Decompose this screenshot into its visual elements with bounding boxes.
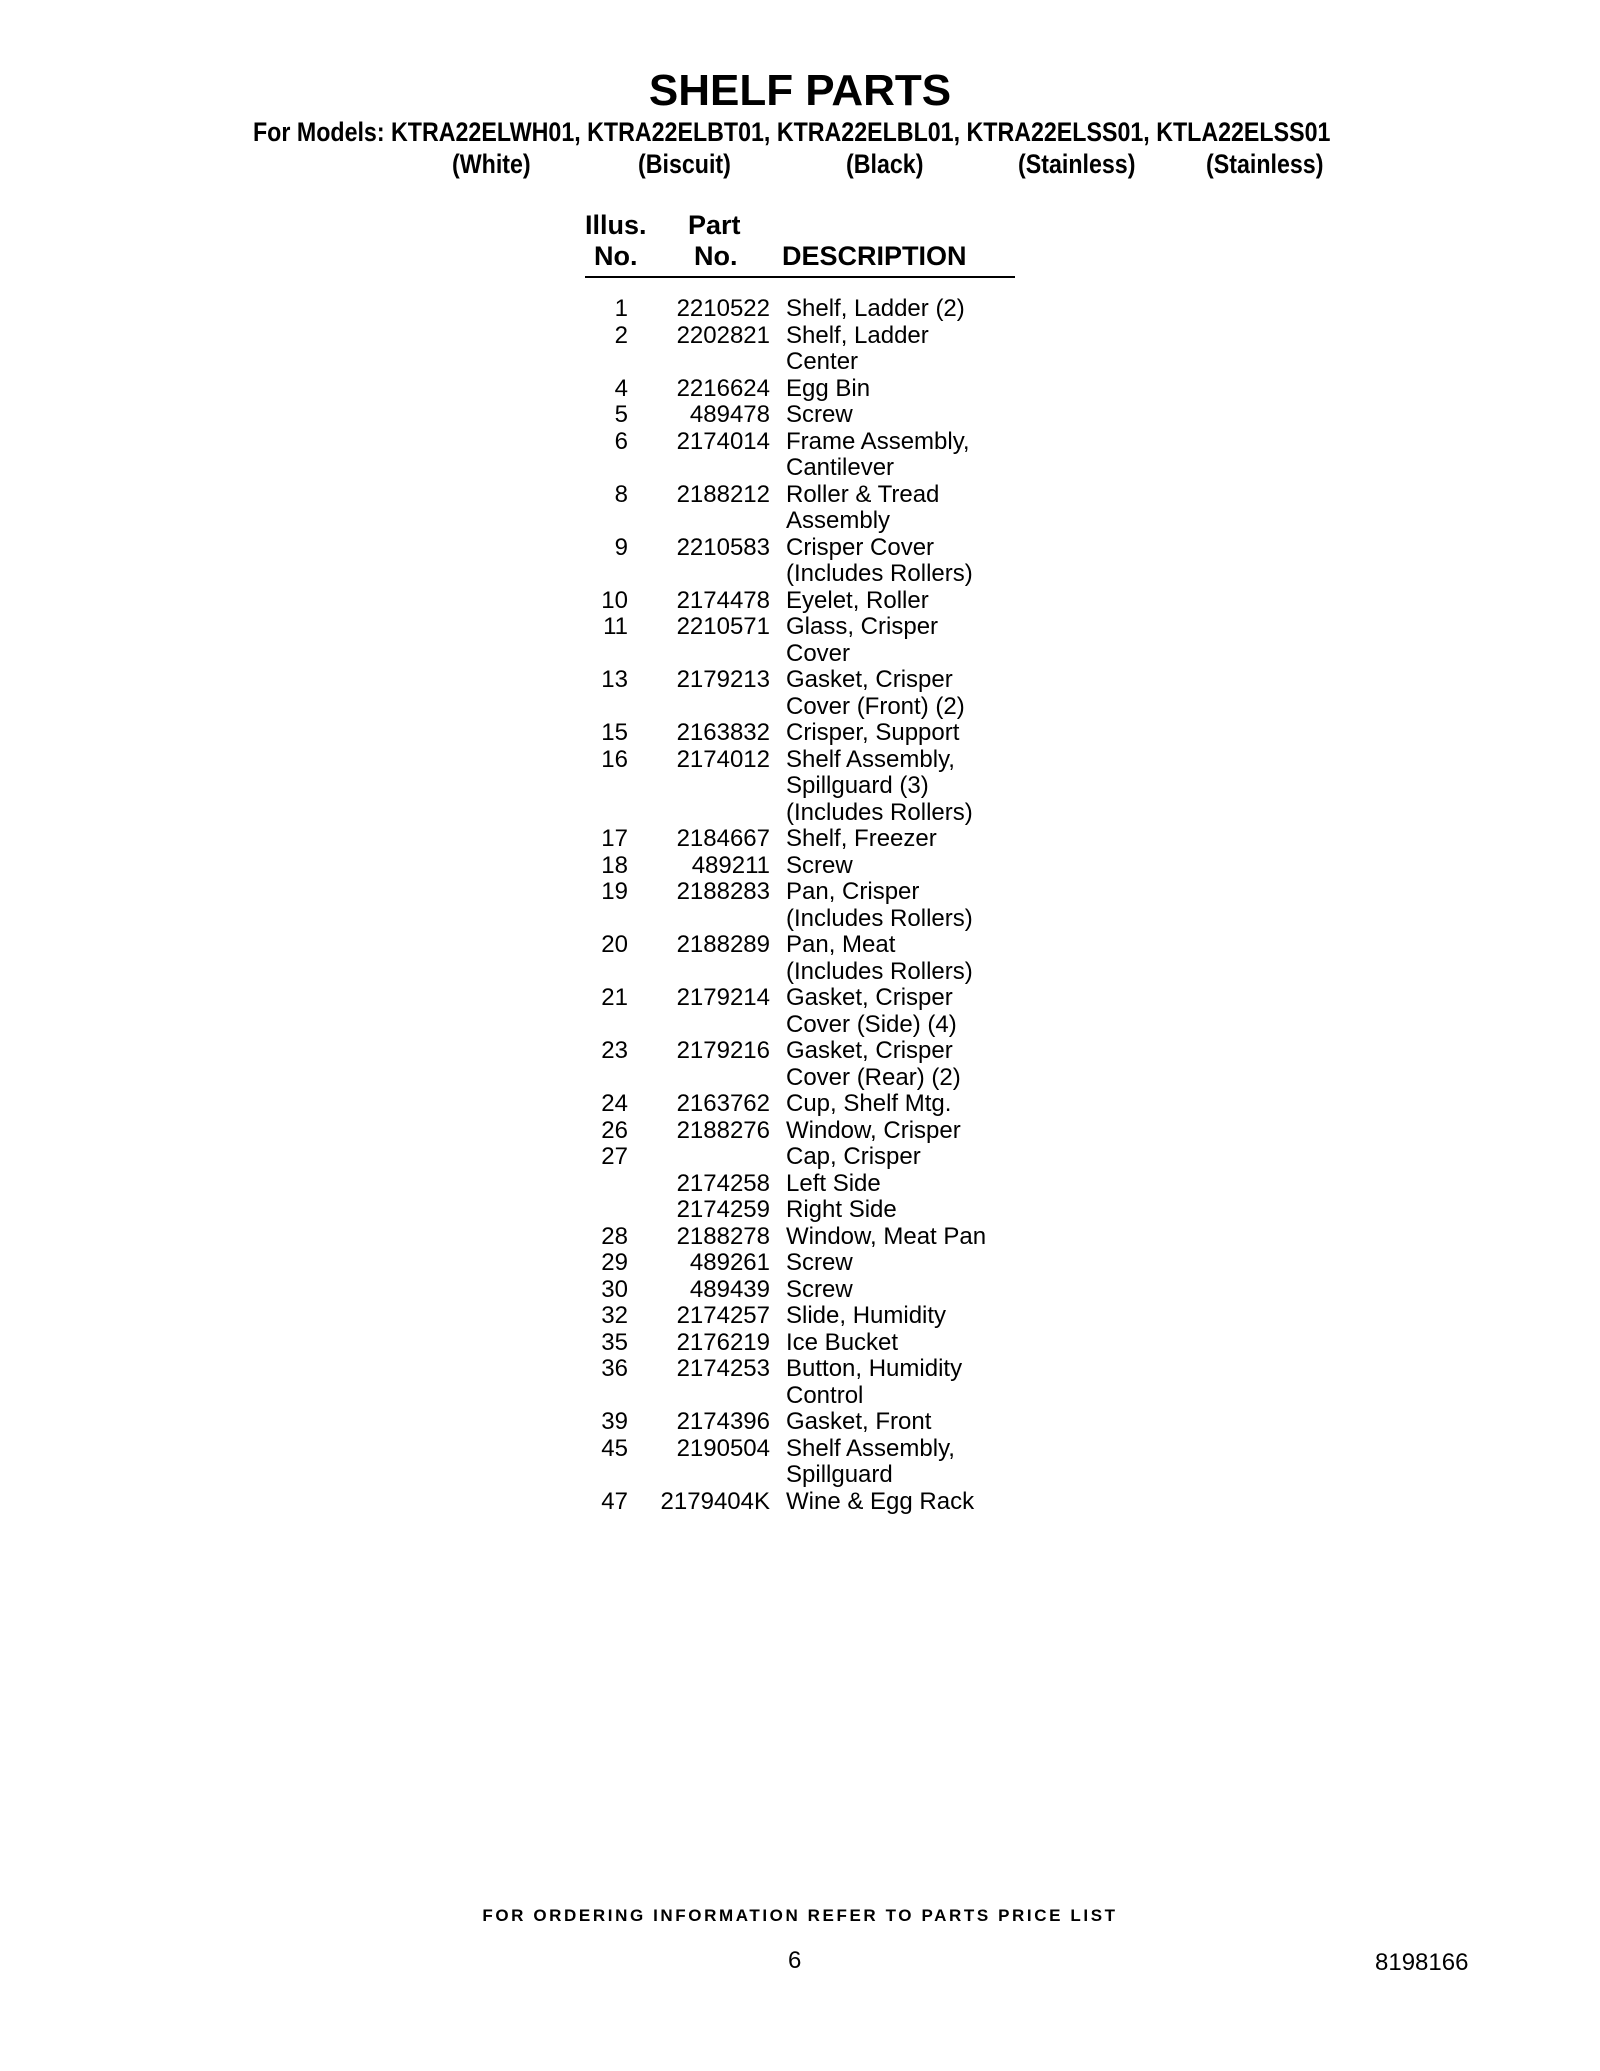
illus-number: 17 bbox=[601, 825, 628, 852]
part-number: 2210583 bbox=[676, 533, 770, 561]
header-rule bbox=[585, 276, 1015, 278]
illus-number: 15 bbox=[601, 719, 628, 746]
part-description bbox=[786, 1489, 1046, 1516]
illus-number: 35 bbox=[601, 1328, 628, 1356]
part-number: 2174258 bbox=[676, 1169, 770, 1197]
part-description bbox=[786, 826, 1046, 853]
illus-number: 24 bbox=[601, 1090, 628, 1117]
part-number: 2188276 bbox=[676, 1116, 770, 1144]
illus-number: 5 bbox=[614, 401, 628, 428]
part-number: 2184667 bbox=[676, 825, 770, 852]
part-number: 2179216 bbox=[676, 1037, 770, 1064]
part-description bbox=[786, 720, 1046, 747]
illus-number: 27 bbox=[601, 1143, 628, 1170]
part-description bbox=[786, 1171, 1046, 1198]
part-description bbox=[786, 1197, 1046, 1224]
part-description bbox=[786, 985, 1046, 1038]
description-line: Cover (Rear) (2) bbox=[786, 1063, 961, 1091]
part-number: 2188283 bbox=[676, 878, 770, 905]
table-row bbox=[0, 1038, 1600, 1091]
part-number: 2179214 bbox=[676, 984, 770, 1011]
table-row bbox=[0, 1224, 1600, 1251]
description-line: (Includes Rollers) bbox=[786, 904, 973, 932]
part-description bbox=[786, 482, 1046, 535]
description-line: (Includes Rollers) bbox=[786, 798, 973, 826]
model-color-label: (Stainless) bbox=[1206, 149, 1324, 179]
table-row bbox=[0, 1144, 1600, 1171]
table-row bbox=[0, 1489, 1600, 1516]
part-number: 2174478 bbox=[676, 586, 770, 614]
part-number: 2202821 bbox=[676, 321, 770, 349]
part-description bbox=[786, 1277, 1046, 1304]
description-line: Gasket, Crisper bbox=[786, 666, 953, 693]
part-number: 2174396 bbox=[676, 1408, 770, 1435]
description-line: Frame Assembly, bbox=[786, 427, 970, 455]
part-description bbox=[786, 1330, 1046, 1357]
description-line: Cover (Front) (2) bbox=[786, 692, 965, 720]
header-part-line1: Part bbox=[688, 210, 741, 240]
part-description bbox=[786, 535, 1046, 588]
description-line: Spillguard (3) bbox=[786, 772, 929, 799]
page-number: 6 bbox=[788, 1947, 802, 1974]
description-line: Shelf Assembly, bbox=[786, 1434, 955, 1462]
description-line: Shelf, Ladder bbox=[786, 321, 929, 349]
illus-number: 45 bbox=[601, 1434, 628, 1462]
table-row bbox=[0, 1356, 1600, 1409]
description-line: Spillguard bbox=[786, 1461, 893, 1488]
part-description bbox=[786, 588, 1046, 615]
part-number: 2216624 bbox=[676, 374, 770, 402]
part-description bbox=[786, 614, 1046, 667]
description-line: Window, Crisper bbox=[786, 1116, 961, 1144]
description-line: Cover bbox=[786, 639, 851, 667]
description-line: Eyelet, Roller bbox=[786, 586, 929, 614]
model-colors-row bbox=[0, 148, 1600, 180]
part-number: 2210522 bbox=[676, 295, 770, 322]
illus-number: 18 bbox=[601, 851, 628, 879]
description-line: Ice Bucket bbox=[786, 1328, 899, 1356]
table-row bbox=[0, 985, 1600, 1038]
table-row bbox=[0, 1118, 1600, 1145]
part-description bbox=[786, 376, 1046, 403]
part-description bbox=[786, 879, 1046, 932]
part-description bbox=[786, 747, 1046, 827]
description-line: Gasket, Crisper bbox=[786, 1037, 953, 1064]
part-number: 2174257 bbox=[676, 1302, 770, 1329]
part-description bbox=[786, 1038, 1046, 1091]
table-row bbox=[0, 323, 1600, 376]
part-description bbox=[786, 1091, 1046, 1118]
part-number: 2176219 bbox=[676, 1328, 770, 1356]
part-description bbox=[786, 402, 1046, 429]
part-description bbox=[786, 1118, 1046, 1145]
part-number: 2174259 bbox=[676, 1196, 770, 1223]
illus-number: 47 bbox=[601, 1487, 628, 1515]
description-line: Left Side bbox=[786, 1169, 881, 1197]
description-line: Shelf Assembly, bbox=[786, 745, 955, 773]
description-line: Glass, Crisper bbox=[786, 613, 939, 640]
description-line: Screw bbox=[786, 1275, 853, 1303]
parts-table-header bbox=[585, 210, 1015, 278]
table-row bbox=[0, 1250, 1600, 1277]
part-description bbox=[786, 1409, 1046, 1436]
illus-number: 19 bbox=[601, 878, 628, 905]
description-line: Pan, Crisper bbox=[786, 878, 920, 905]
model-color-label: (White) bbox=[452, 149, 531, 179]
description-line: Screw bbox=[786, 1249, 853, 1276]
part-number: 2174014 bbox=[676, 427, 770, 455]
part-description bbox=[786, 429, 1046, 482]
table-row bbox=[0, 667, 1600, 720]
illus-number: 30 bbox=[601, 1275, 628, 1303]
part-number: 2210571 bbox=[676, 613, 770, 640]
illus-number: 36 bbox=[601, 1355, 628, 1382]
models-line: For Models: KTRA22ELWH01, KTRA22ELBT01, KTRA22ELBL01, KTRA22ELSS01, KTLA22ELSS01 bbox=[253, 117, 1331, 147]
illus-number: 2 bbox=[614, 321, 628, 349]
part-number: 2190504 bbox=[676, 1434, 770, 1462]
illus-number: 9 bbox=[614, 533, 628, 561]
part-number: 2188212 bbox=[676, 480, 770, 508]
part-number: 489261 bbox=[689, 1249, 770, 1276]
header-illus-line2: No. bbox=[594, 241, 638, 271]
table-row bbox=[0, 535, 1600, 588]
part-number: 2174012 bbox=[676, 745, 770, 773]
description-line: Roller & Tread bbox=[786, 480, 940, 508]
table-row bbox=[0, 747, 1600, 827]
illus-number: 20 bbox=[601, 931, 628, 958]
page-title: SHELF PARTS bbox=[648, 66, 952, 115]
description-line: Shelf, Freezer bbox=[786, 825, 937, 852]
table-row bbox=[0, 429, 1600, 482]
part-number: 2163832 bbox=[676, 719, 770, 746]
table-row bbox=[0, 1277, 1600, 1304]
table-row bbox=[0, 826, 1600, 853]
description-line: Crisper Cover bbox=[786, 533, 935, 561]
part-description bbox=[786, 667, 1046, 720]
description-line: Pan, Meat bbox=[786, 931, 896, 958]
table-row bbox=[0, 1091, 1600, 1118]
model-color-label: (Biscuit) bbox=[638, 149, 731, 179]
part-number: 2188289 bbox=[676, 931, 770, 958]
illus-number: 10 bbox=[601, 586, 628, 614]
table-row bbox=[0, 1330, 1600, 1357]
illus-number: 32 bbox=[601, 1302, 628, 1329]
illus-number: 11 bbox=[603, 613, 628, 640]
part-description bbox=[786, 296, 1046, 323]
part-description bbox=[786, 932, 1046, 985]
table-row bbox=[0, 1409, 1600, 1436]
illus-number: 23 bbox=[601, 1037, 628, 1064]
part-description bbox=[786, 323, 1046, 376]
illus-number: 4 bbox=[614, 374, 628, 402]
part-description bbox=[786, 853, 1046, 880]
document-number: 8198166 bbox=[1375, 1949, 1469, 1976]
description-line: (Includes Rollers) bbox=[786, 560, 973, 587]
header-illus-line1: Illus. bbox=[585, 210, 647, 240]
description-line: Assembly bbox=[786, 507, 891, 534]
illus-number: 39 bbox=[601, 1408, 628, 1435]
description-line: Gasket, Front bbox=[786, 1408, 932, 1435]
ordering-note: FOR ORDERING INFORMATION REFER TO PARTS PRICE LIST bbox=[482, 1906, 1118, 1925]
illus-number: 29 bbox=[601, 1249, 628, 1276]
description-line: Cantilever bbox=[786, 454, 895, 481]
table-row bbox=[0, 1197, 1600, 1224]
part-description bbox=[786, 1436, 1046, 1489]
table-row bbox=[0, 1303, 1600, 1330]
part-number: 2179213 bbox=[676, 666, 770, 693]
description-line: Screw bbox=[786, 851, 853, 879]
table-row bbox=[0, 402, 1600, 429]
illus-number: 1 bbox=[614, 295, 628, 322]
table-row bbox=[0, 932, 1600, 985]
description-line: Gasket, Crisper bbox=[786, 984, 953, 1011]
description-line: Window, Meat Pan bbox=[786, 1222, 987, 1250]
description-line: Slide, Humidity bbox=[786, 1302, 947, 1329]
description-line: Cover (Side) (4) bbox=[786, 1010, 957, 1038]
part-description bbox=[786, 1303, 1046, 1330]
illus-number: 28 bbox=[601, 1222, 628, 1250]
description-line: (Includes Rollers) bbox=[786, 957, 973, 985]
illus-number: 26 bbox=[601, 1116, 628, 1144]
header-description: DESCRIPTION bbox=[782, 241, 967, 271]
description-line: Cap, Crisper bbox=[786, 1143, 921, 1170]
table-row bbox=[0, 879, 1600, 932]
description-line: Right Side bbox=[786, 1196, 897, 1223]
illus-number: 8 bbox=[614, 480, 628, 508]
table-row bbox=[0, 1436, 1600, 1489]
header-part-line2: No. bbox=[694, 241, 738, 271]
illus-number: 16 bbox=[601, 745, 628, 773]
description-line: Wine & Egg Rack bbox=[786, 1487, 975, 1515]
description-line: Screw bbox=[786, 401, 853, 428]
part-number: 2179404K bbox=[660, 1487, 770, 1515]
illus-number: 13 bbox=[601, 666, 628, 693]
table-row bbox=[0, 853, 1600, 880]
description-line: Cup, Shelf Mtg. bbox=[786, 1090, 952, 1117]
part-description bbox=[786, 1144, 1046, 1171]
parts-table-body bbox=[0, 296, 1600, 1515]
part-description bbox=[786, 1250, 1046, 1277]
model-color-label: (Black) bbox=[846, 149, 924, 179]
illus-number: 21 bbox=[601, 984, 628, 1011]
description-line: Crisper, Support bbox=[786, 719, 960, 746]
part-number: 2188278 bbox=[676, 1222, 770, 1250]
table-row bbox=[0, 614, 1600, 667]
model-color-label: (Stainless) bbox=[1018, 149, 1136, 179]
table-row bbox=[0, 1171, 1600, 1198]
description-line: Shelf, Ladder (2) bbox=[786, 295, 965, 322]
description-line: Egg Bin bbox=[786, 374, 871, 402]
part-number: 489478 bbox=[689, 401, 770, 428]
table-row bbox=[0, 482, 1600, 535]
illus-number: 6 bbox=[614, 427, 628, 455]
part-description bbox=[786, 1356, 1046, 1409]
table-row bbox=[0, 376, 1600, 403]
part-description bbox=[786, 1224, 1046, 1251]
part-number: 489211 bbox=[691, 851, 770, 879]
table-row bbox=[0, 296, 1600, 323]
part-number: 2174253 bbox=[676, 1355, 770, 1382]
description-line: Button, Humidity bbox=[786, 1355, 963, 1382]
table-row bbox=[0, 720, 1600, 747]
description-line: Center bbox=[786, 348, 859, 375]
part-number: 489439 bbox=[689, 1275, 770, 1303]
part-number: 2163762 bbox=[676, 1090, 770, 1117]
description-line: Control bbox=[786, 1381, 864, 1409]
table-row bbox=[0, 588, 1600, 615]
